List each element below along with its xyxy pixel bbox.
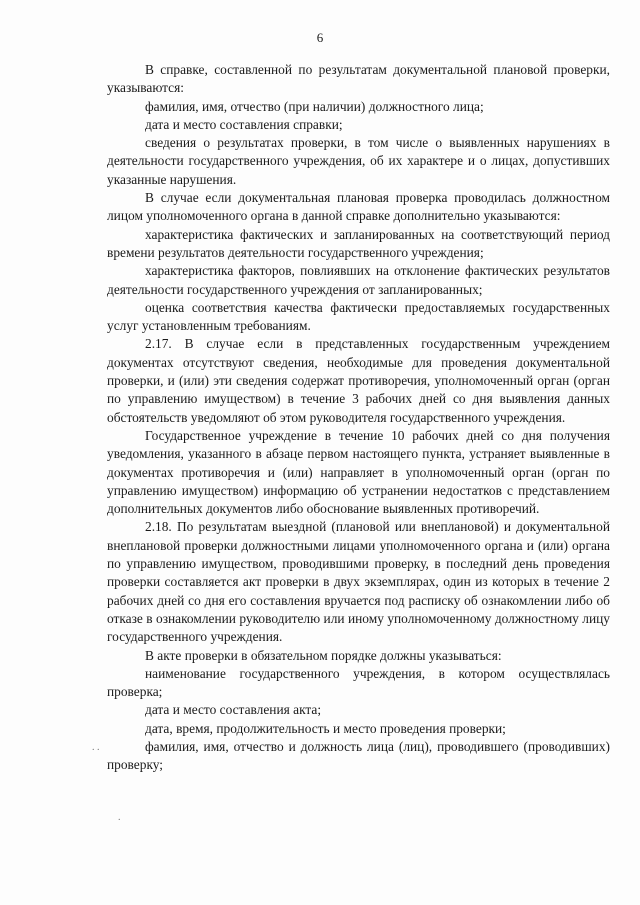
paragraph: сведения о результатах проверки, в том числе о выявленных нарушениях в деятельности государственного учреждения, об их характере и о лицах, допустивших указанные нарушения. (107, 135, 610, 187)
paragraph: оценка соответствия качества фактически предоставляемых государственных услуг установленным требованиям. (107, 299, 610, 334)
paragraph: Государственное учреждение в течение 10 рабочих дней со дня получения уведомления, указанного в абзаце первом настоящего пункта, устраняет выявленные в документах противоречия и (или) направляет в уполномоченный орган (орган по управлению имуществом) информацию об устранении недостатков с представлением дополнительных документов либо обоснование выявленных противоречий. (107, 427, 610, 517)
scan-mark: . (118, 812, 121, 823)
paragraph: В справке, составленной по результатам документальной плановой проверки, указываются: (107, 62, 610, 96)
paragraph: 2.18. По результатам выездной (плановой или внеплановой) и документальной внеплановой проверки должностными лицами уполномоченного органа и (или) органа по управлению имуществом, проводившими проверку, в последний день проведения проверки составляется акт проверки в двух экземплярах, один из которых в течение 2 рабочих дней со дня его составления вручается под расписку об ознакомлении либо об отказе в ознакомлении руководителю или иному уполномоченному должностному лицу государственного учреждения. (107, 519, 610, 645)
paragraph: В акте проверки в обязательном порядке должны указываться: (145, 647, 502, 663)
document-body (107, 61, 610, 775)
paragraph: характеристика факторов, повлиявших на отклонение фактических результатов деятельности государственного учреждения от запланированных; (107, 263, 610, 297)
paragraph: фамилия, имя, отчество и должность лица (лиц), проводившего (проводивших) проверку; (107, 738, 610, 773)
paragraph: фамилия, имя, отчество (при наличии) должностного лица; (145, 98, 484, 114)
scan-mark: . . (92, 742, 100, 753)
paragraph: В случае если документальная плановая проверка проводилась должностном лицом уполномоченного органа в данной справке дополнительно указываются: (107, 190, 610, 224)
paragraph: характеристика фактических и запланированных на соответствующий период времени результатов деятельности государственного учреждения; (107, 226, 610, 260)
paragraph: дата и место составления справки; (145, 116, 343, 132)
paragraph: дата, время, продолжительность и место проведения проверки; (145, 720, 506, 736)
paragraph: 2.17. В случае если в представленных государственным учреждением документах отсутствуют сведения, необходимые для проведения документальной проверки, и (или) эти сведения содержат противоречия, уполномоченный орган (орган по управлению имуществом) в течение 3 рабочих дней со дня выявления данных обстоятельств уведомляют об этом руководителя государственного учреждения. (107, 336, 610, 425)
paragraph: наименование государственного учреждения, в котором осуществлялась проверка; (107, 665, 610, 700)
page-number: 6 (316, 30, 324, 45)
paragraph: дата и место составления акта; (145, 702, 322, 718)
